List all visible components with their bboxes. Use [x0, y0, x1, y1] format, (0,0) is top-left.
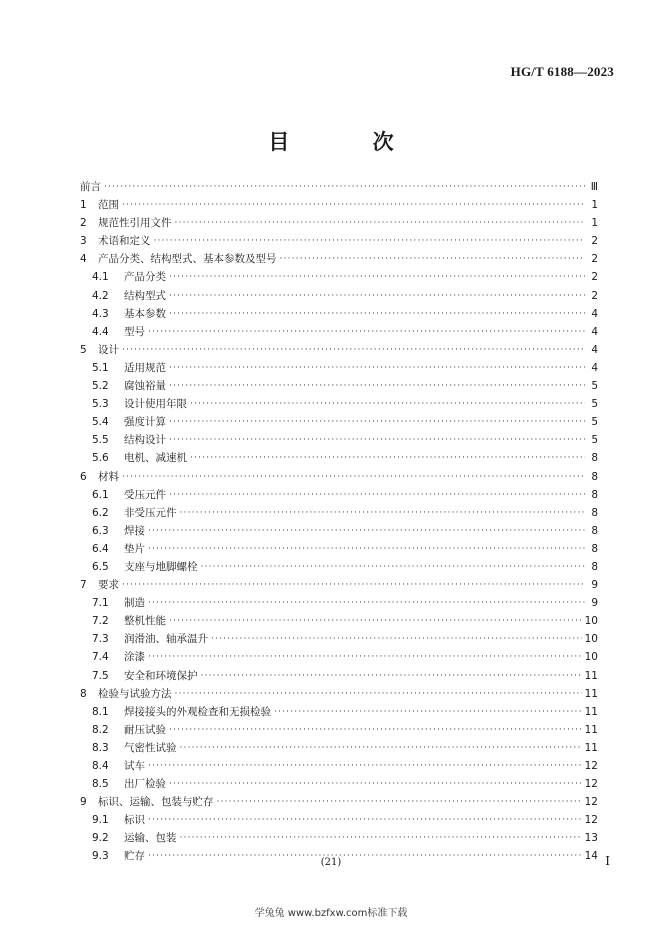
toc-entry-label: 规范性引用文件	[98, 217, 172, 230]
toc-entry[interactable]	[80, 757, 598, 775]
toc-entry-page: 8	[591, 560, 598, 573]
toc-entry-label: 适用规范	[124, 361, 166, 374]
toc-entry-page: 12	[584, 760, 598, 772]
toc-entry[interactable]	[80, 377, 598, 395]
toc-entry-label: 型号	[124, 325, 145, 338]
toc-entry-label: 安全和环境保护	[124, 669, 198, 682]
toc-entry-number: 8.4	[92, 760, 109, 772]
toc-entry-label: 结构设计	[124, 434, 166, 447]
toc-entry-label: 气密性试验	[124, 741, 177, 754]
toc-entry[interactable]	[80, 468, 598, 486]
toc-entry-label: 前言	[80, 181, 101, 193]
toc-entry-label: 产品分类	[124, 271, 166, 284]
toc-entry-label: 要求	[98, 579, 119, 592]
toc-leader-dots	[122, 341, 585, 359]
toc-entry-page: 1	[591, 199, 598, 212]
toc-leader-dots	[190, 449, 585, 467]
toc-entry-number: 8	[80, 687, 87, 700]
toc-leader-dots	[169, 486, 585, 504]
toc-entry-label: 运输、包装	[124, 832, 177, 845]
toc-entry[interactable]	[80, 449, 598, 467]
toc-entry[interactable]	[80, 811, 598, 829]
toc-entry-label: 检验与试验方法	[98, 687, 172, 700]
toc-leader-dots	[104, 178, 585, 196]
toc-entry-page: 10	[584, 615, 598, 628]
toc-entry[interactable]	[80, 793, 598, 811]
toc-entry-label: 范围	[98, 199, 119, 212]
toc-entry-number: 9.3	[92, 850, 109, 863]
toc-entry-label: 材料	[98, 470, 119, 483]
toc-leader-dots	[122, 196, 585, 214]
toc-entry-number: 5.4	[92, 416, 109, 429]
toc-entry[interactable]	[80, 431, 598, 449]
toc-entry-number: 4.4	[92, 325, 109, 338]
toc-entry[interactable]	[80, 305, 598, 323]
toc-entry-page: 8	[591, 452, 598, 465]
toc-entry-number: 1	[80, 199, 87, 212]
toc-entry-page: 2	[591, 253, 598, 266]
toc-entry-label: 焊接接头的外观检查和无损检验	[124, 705, 271, 718]
toc-entry-number: 5.3	[92, 398, 109, 411]
toc-entry-number: 7.1	[92, 597, 109, 610]
toc-entry-page: 10	[584, 633, 598, 646]
toc-entry-page: 8	[591, 542, 598, 555]
toc-entry-page: 8	[591, 524, 598, 537]
toc-entry-page: 5	[591, 398, 598, 411]
toc-entry-page: 11	[584, 687, 598, 700]
table-of-contents	[80, 178, 598, 866]
toc-entry-number: 8.3	[92, 741, 109, 754]
toc-entry-number: 4.2	[92, 289, 109, 302]
toc-leader-dots	[274, 703, 582, 721]
toc-leader-dots	[169, 612, 582, 630]
toc-leader-dots	[180, 829, 582, 847]
toc-entry-number: 2	[80, 217, 87, 230]
toc-entry[interactable]	[80, 341, 598, 359]
toc-entry[interactable]	[80, 504, 598, 522]
toc-entry-page: 8	[591, 506, 598, 519]
toc-entry-page: 11	[584, 669, 598, 682]
footer-roman-page: Ⅰ	[605, 854, 610, 868]
toc-entry-label: 腐蚀裕量	[124, 380, 166, 393]
toc-entry[interactable]	[80, 250, 598, 268]
toc-entry-number: 6.3	[92, 524, 109, 537]
toc-entry-page: 4	[591, 307, 598, 320]
toc-entry-number: 8.5	[92, 778, 109, 791]
toc-entry[interactable]	[80, 540, 598, 558]
toc-entry-label: 支座与地脚螺栓	[124, 560, 198, 573]
toc-leader-dots	[169, 721, 582, 739]
toc-entry-label: 电机、减速机	[124, 452, 187, 465]
toc-leader-dots	[169, 305, 585, 323]
toc-entry[interactable]	[80, 196, 598, 214]
toc-entry-page: 12	[584, 814, 598, 827]
footer-page-label: (21)	[320, 857, 342, 868]
toc-entry[interactable]	[80, 829, 598, 847]
toc-entry[interactable]	[80, 685, 598, 703]
page-title: 目 次	[268, 130, 432, 154]
toc-entry-label: 设计	[98, 343, 119, 356]
toc-entry-number: 4.3	[92, 307, 109, 320]
toc-entry-page: 10	[584, 651, 598, 664]
toc-entry-label: 润滑油、轴承温升	[124, 633, 208, 646]
toc-entry[interactable]	[80, 612, 598, 630]
toc-entry-number: 5.6	[92, 452, 109, 465]
toc-entry-label: 结构型式	[124, 289, 166, 302]
toc-leader-dots	[190, 395, 585, 413]
toc-entry[interactable]	[80, 486, 598, 504]
toc-entry-number: 9.1	[92, 814, 109, 827]
toc-entry[interactable]	[80, 667, 598, 685]
toc-leader-dots	[169, 775, 582, 793]
toc-entry-page: 14	[584, 850, 598, 863]
toc-leader-dots	[175, 685, 582, 703]
toc-leader-dots	[148, 757, 582, 775]
toc-entry[interactable]	[80, 522, 598, 540]
toc-entry-page: Ⅲ	[590, 181, 598, 193]
toc-entry-number: 7.5	[92, 669, 109, 682]
toc-leader-dots	[175, 214, 586, 232]
toc-entry-page: 5	[591, 416, 598, 429]
toc-entry[interactable]	[80, 703, 598, 721]
toc-entry-number: 9	[80, 796, 87, 809]
toc-entry-label: 强度计算	[124, 416, 166, 429]
toc-leader-dots	[148, 522, 585, 540]
toc-entry-page: 4	[591, 343, 598, 356]
toc-leader-dots	[169, 268, 585, 286]
toc-entry-number: 8.1	[92, 705, 109, 718]
toc-entry[interactable]	[80, 775, 598, 793]
toc-entry-label: 术语和定义	[98, 235, 151, 248]
toc-entry-page: 2	[591, 235, 598, 248]
toc-entry-label: 基本参数	[124, 307, 166, 320]
toc-entry-number: 9.2	[92, 832, 109, 845]
toc-entry-page: 2	[591, 289, 598, 302]
toc-entry-page: 11	[584, 723, 598, 736]
toc-entry-label: 产品分类、结构型式、基本参数及型号	[98, 253, 277, 266]
toc-entry-label: 试车	[124, 760, 145, 772]
toc-entry-number: 7.2	[92, 615, 109, 628]
toc-entry-label: 整机性能	[124, 615, 166, 628]
toc-entry-number: 6.4	[92, 542, 109, 555]
toc-entry-label: 焊接	[124, 524, 145, 537]
toc-leader-dots	[169, 359, 585, 377]
toc-entry-page: 5	[591, 434, 598, 447]
toc-entry-label: 非受压元件	[124, 506, 177, 519]
toc-entry[interactable]	[80, 287, 598, 305]
toc-leader-dots	[201, 667, 582, 685]
toc-entry[interactable]	[80, 413, 598, 431]
toc-entry-label: 贮存	[124, 850, 145, 863]
toc-entry-number: 7.3	[92, 633, 109, 646]
toc-entry[interactable]	[80, 268, 598, 286]
toc-entry[interactable]	[80, 323, 598, 341]
toc-entry-page: 11	[584, 705, 598, 718]
toc-entry-page: 12	[584, 778, 598, 791]
standard-code: HG/T 6188—2023	[510, 64, 614, 79]
toc-entry[interactable]	[80, 232, 598, 250]
toc-entry-page: 8	[591, 488, 598, 501]
toc-entry-number: 5	[80, 343, 87, 356]
toc-entry-label: 出厂检验	[124, 778, 166, 791]
toc-entry[interactable]	[80, 721, 598, 739]
toc-leader-dots	[180, 739, 582, 757]
toc-entry[interactable]	[80, 576, 598, 594]
toc-entry[interactable]	[80, 214, 598, 232]
toc-leader-dots	[148, 594, 585, 612]
toc-leader-dots	[169, 287, 585, 305]
toc-leader-dots	[148, 323, 585, 341]
toc-leader-dots	[201, 558, 586, 576]
watermark-text: 学兔兔 www.bzfxw.com标准下载	[254, 908, 408, 919]
toc-leader-dots	[169, 413, 585, 431]
toc-entry-label: 耐压试验	[124, 723, 166, 736]
toc-leader-dots	[148, 811, 582, 829]
toc-leader-dots	[122, 468, 585, 486]
toc-entry-page: 5	[591, 380, 598, 393]
toc-entry[interactable]	[80, 178, 598, 196]
toc-entry[interactable]	[80, 558, 598, 576]
toc-entry-label: 标识	[124, 814, 145, 827]
toc-entry-page: 9	[591, 579, 598, 592]
toc-entry-number: 4.1	[92, 271, 109, 284]
toc-entry-number: 5.5	[92, 434, 109, 447]
toc-entry-label: 制造	[124, 597, 145, 610]
toc-entry[interactable]	[80, 359, 598, 377]
toc-entry[interactable]	[80, 594, 598, 612]
toc-leader-dots	[122, 576, 585, 594]
toc-entry-page: 9	[591, 597, 598, 610]
toc-leader-dots	[217, 793, 582, 811]
toc-entry-page: 11	[584, 741, 598, 754]
toc-entry-number: 6.2	[92, 506, 109, 519]
toc-entry-number: 7	[80, 579, 87, 592]
toc-leader-dots	[169, 431, 585, 449]
toc-leader-dots	[148, 540, 585, 558]
toc-entry-number: 8.2	[92, 723, 109, 736]
toc-entry-number: 3	[80, 235, 87, 248]
toc-entry-label: 设计使用年限	[124, 398, 187, 411]
toc-entry-label: 受压元件	[124, 488, 166, 501]
toc-entry-page: 1	[591, 217, 598, 230]
toc-entry-number: 5.2	[92, 380, 109, 393]
toc-leader-dots	[148, 648, 582, 666]
toc-entry-page: 2	[591, 271, 598, 284]
toc-entry-number: 5.1	[92, 361, 109, 374]
toc-entry-number: 6.5	[92, 560, 109, 573]
toc-entry-number: 6	[80, 470, 87, 483]
toc-entry[interactable]	[80, 630, 598, 648]
toc-leader-dots	[280, 250, 586, 268]
toc-leader-dots	[154, 232, 586, 250]
toc-entry[interactable]	[80, 395, 598, 413]
toc-leader-dots	[169, 377, 585, 395]
toc-leader-dots	[211, 630, 582, 648]
toc-entry-page: 13	[584, 832, 598, 845]
toc-entry-number: 6.1	[92, 488, 109, 501]
toc-leader-dots	[180, 504, 586, 522]
toc-entry-page: 8	[591, 470, 598, 483]
toc-entry-page: 4	[591, 325, 598, 338]
toc-entry-page: 4	[591, 361, 598, 374]
toc-entry-number: 7.4	[92, 651, 109, 664]
toc-entry-number: 4	[80, 253, 87, 266]
toc-entry-label: 垫片	[124, 542, 145, 555]
toc-entry[interactable]	[80, 739, 598, 757]
toc-entry-label: 标识、运输、包装与贮存	[98, 796, 214, 809]
toc-entry-label: 涂漆	[124, 651, 145, 664]
toc-entry-page: 12	[584, 796, 598, 809]
toc-entry[interactable]	[80, 648, 598, 666]
